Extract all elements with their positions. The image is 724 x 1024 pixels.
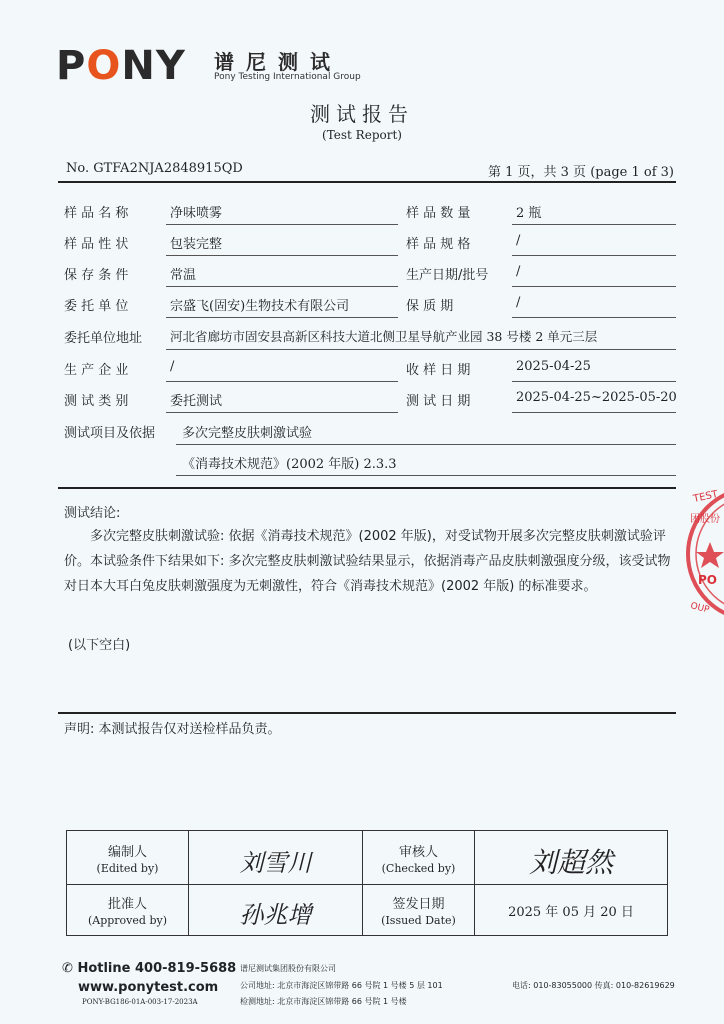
label-sample-qty: 样 品 数 量 xyxy=(406,206,471,221)
approved-sig-cell xyxy=(189,885,363,935)
underline xyxy=(166,255,398,256)
footer-company-addr: 公司地址: 北京市海淀区锦带路 66 号院 1 号楼 5 层 101 xyxy=(240,981,443,990)
issued-date-cell xyxy=(475,885,667,935)
value-test-date: 2025-04-25~2025-05-20 xyxy=(516,390,677,405)
approved-label: 批准人 xyxy=(107,897,147,912)
value-basis: 《消毒技术规范》(2002 年版) 2.3.3 xyxy=(182,457,397,472)
checked-label-cell xyxy=(363,831,475,885)
svg-text:PO: PO xyxy=(698,573,717,587)
label-sample-name: 样 品 名 称 xyxy=(64,206,129,221)
page-info: 第 1 页，共 3 页 (page 1 of 3) xyxy=(487,165,674,180)
svg-text:团股份: 团股份 xyxy=(690,514,720,525)
underline xyxy=(166,349,676,350)
issued-label: 签发日期 xyxy=(392,897,445,912)
underline xyxy=(512,255,676,256)
footer-phone: 电话: 010-83055000 传真: 010-82619629 xyxy=(512,981,675,990)
label-shelf-life: 保 质 期 xyxy=(406,299,454,314)
issued-label-cell xyxy=(363,885,475,935)
label-client-addr: 委托单位地址 xyxy=(64,331,143,346)
underline xyxy=(512,224,676,225)
label-test-date: 测 试 日 期 xyxy=(406,394,471,409)
value-storage: 常温 xyxy=(170,268,197,283)
checked-label: 审核人 xyxy=(398,845,438,860)
value-prod-date: / xyxy=(516,264,521,279)
value-sample-name: 净味喷雾 xyxy=(170,206,223,221)
edited-label-en: (Edited by) xyxy=(96,862,159,875)
underline xyxy=(166,224,398,225)
label-manufacturer: 生 产 企 业 xyxy=(64,363,129,378)
value-sample-state: 包装完整 xyxy=(170,237,223,252)
value-shelf-life: / xyxy=(516,295,521,310)
underline xyxy=(166,317,398,318)
svg-text:OUP: OUP xyxy=(689,601,711,616)
value-test-type: 委托测试 xyxy=(170,394,223,409)
blank-note: (以下空白) xyxy=(68,638,131,653)
value-client-addr: 河北省廊坊市固安县高新区科技大道北侧卫星导航产业园 38 号楼 2 单元三层 xyxy=(170,329,598,344)
report-title: 测试报告 xyxy=(310,102,414,126)
edited-label-cell xyxy=(67,831,189,885)
value-client: 宗盛飞(固安)生物技术有限公司 xyxy=(170,299,350,314)
underline xyxy=(166,381,398,382)
underline xyxy=(166,286,398,287)
logo-brand: PONY xyxy=(56,43,186,89)
fields-divider xyxy=(58,487,676,489)
value-manufacturer: / xyxy=(170,359,175,374)
label-sample-state: 样 品 性 状 xyxy=(64,237,129,252)
logo-en: Pony Testing International Group xyxy=(214,72,361,82)
label-sample-spec: 样 品 规 格 xyxy=(406,237,471,252)
hotline xyxy=(62,961,236,976)
label-test-items: 测试项目及依据 xyxy=(64,426,156,441)
signature-table xyxy=(66,830,668,936)
hotline-text: Hotline 400-819-5688 xyxy=(77,961,237,976)
label-prod-date: 生产日期/批号 xyxy=(406,268,489,283)
website-link[interactable]: www.ponytest.com xyxy=(78,980,219,995)
value-receive-date: 2025-04-25 xyxy=(516,359,591,374)
report-number: No. GTFA2NJA2848915QD xyxy=(66,161,243,176)
approved-label-cell xyxy=(67,885,189,935)
checked-signature: 刘超然 xyxy=(528,846,613,879)
label-receive-date: 收 样 日 期 xyxy=(406,363,471,378)
value-sample-qty: 2 瓶 xyxy=(516,206,542,221)
approved-label-en: (Approved by) xyxy=(87,914,167,927)
checked-sig-cell xyxy=(475,831,667,885)
svg-text:TEST: TEST xyxy=(692,488,719,505)
logo-cn: 谱尼测试 xyxy=(214,50,342,74)
label-test-type: 测 试 类 别 xyxy=(64,394,129,409)
value-test-items: 多次完整皮肤刺激试验 xyxy=(182,426,313,441)
statement: 声明: 本测试报告仅对送检样品负责。 xyxy=(64,722,281,737)
issued-label-en: (Issued Date) xyxy=(381,914,456,927)
edited-sig-cell xyxy=(189,831,363,885)
underline xyxy=(166,412,398,413)
checked-label-en: (Checked by) xyxy=(381,862,456,875)
report-subtitle: (Test Report) xyxy=(322,128,402,142)
underline xyxy=(176,475,676,476)
label-client: 委 托 单 位 xyxy=(64,299,129,314)
underline xyxy=(512,286,676,287)
header-divider xyxy=(58,181,676,183)
edited-label: 编制人 xyxy=(107,845,147,860)
underline xyxy=(176,444,676,445)
value-sample-spec: / xyxy=(516,233,521,248)
issued-date: 2025 年 05 月 20 日 xyxy=(508,905,634,920)
label-storage: 保 存 条 件 xyxy=(64,268,129,283)
approved-signature: 孙兆增 xyxy=(239,901,312,929)
underline xyxy=(512,412,676,413)
document-id: PONY-BG186-01A-003-17-2023A xyxy=(82,998,198,1006)
conclusion-body: 多次完整皮肤刺激试验: 依据《消毒技术规范》(2002 年版)，对受试物开展多次完整皮肤刺激试验评价。本试验条件下结果如下: 多次完整皮肤刺激试验结果显示，依据消毒产品皮肤刺激强度分级，该受试物对日本大耳白兔皮肤刺激强度为无刺激性，符合《消毒技术规范》(2002 年版) 的标准要求。 xyxy=(64,529,671,594)
edited-signature: 刘雪川 xyxy=(239,849,312,877)
statement-divider xyxy=(58,712,676,714)
conclusion-title: 测试结论: xyxy=(64,506,121,521)
underline xyxy=(512,317,676,318)
footer-company: 谱尼测试集团股份有限公司 xyxy=(240,964,336,973)
footer-lab-addr: 检测地址: 北京市海淀区锦带路 66 号院 1 号楼 xyxy=(240,997,407,1006)
underline xyxy=(512,381,676,382)
phone-icon: ✆ xyxy=(62,961,73,976)
company-logo xyxy=(56,44,376,90)
official-stamp xyxy=(684,484,724,624)
